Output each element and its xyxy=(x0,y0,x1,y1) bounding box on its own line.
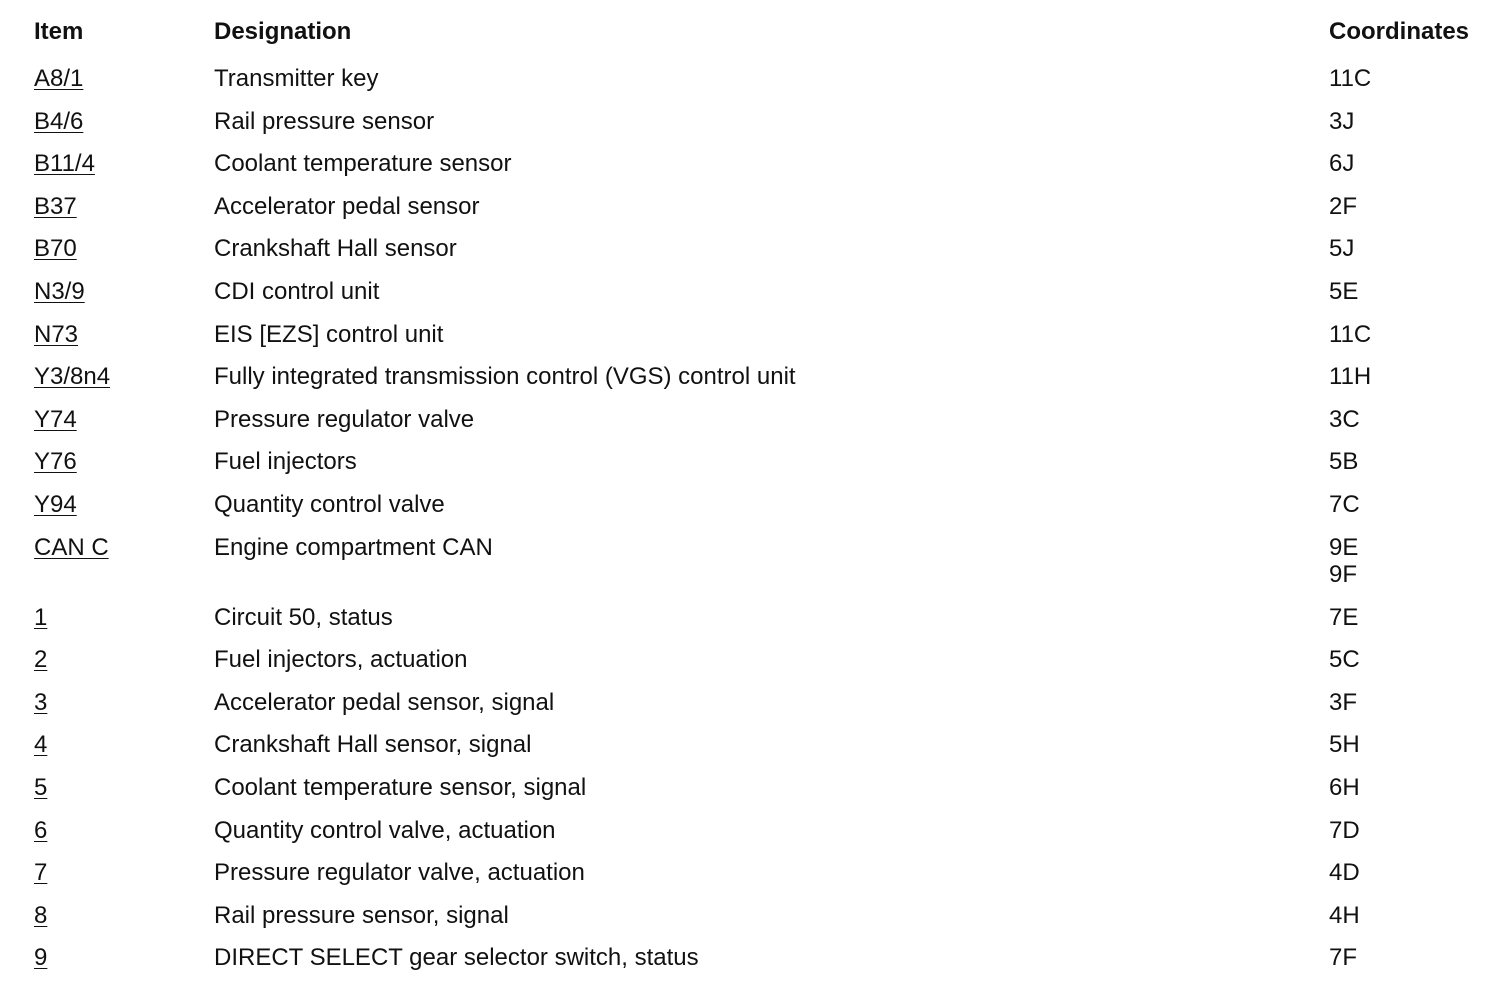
item-cell xyxy=(34,646,47,673)
coordinate-value: 5J xyxy=(1329,235,1355,263)
item-link[interactable]: 1 xyxy=(34,603,48,631)
item-cell xyxy=(34,534,109,561)
table-row xyxy=(0,396,1504,439)
coordinates-cell xyxy=(1329,774,1360,801)
table-header xyxy=(0,0,1504,55)
coordinates-cell xyxy=(1329,604,1358,631)
coordinates-cell xyxy=(1329,65,1371,92)
designation-cell: Rail pressure sensor xyxy=(214,107,435,135)
item-cell xyxy=(34,193,77,220)
coordinates-cell xyxy=(1329,944,1357,971)
designation-cell: Fuel injectors xyxy=(214,448,357,476)
designation-cell: DIRECT SELECT gear selector switch, status xyxy=(214,944,699,972)
coordinate-value: 2F xyxy=(1329,192,1358,220)
item-link[interactable]: N3/9 xyxy=(34,277,85,305)
table-row xyxy=(0,481,1504,524)
coordinate-value: 7C xyxy=(1329,490,1360,518)
item-cell xyxy=(34,406,77,433)
table-row xyxy=(0,807,1504,850)
item-cell xyxy=(34,944,47,971)
coordinate-value: 5C xyxy=(1329,646,1360,674)
item-link[interactable]: Y76 xyxy=(34,448,77,476)
item-link[interactable]: B4/6 xyxy=(34,107,84,135)
table-row xyxy=(0,183,1504,226)
item-cell xyxy=(34,604,47,631)
coordinate-value: 5H xyxy=(1329,731,1360,759)
coordinates-cell xyxy=(1329,817,1360,844)
item-cell xyxy=(34,902,47,929)
designation-cell: Fuel injectors, actuation xyxy=(214,646,468,674)
coordinates-cell xyxy=(1329,235,1354,262)
item-cell xyxy=(34,491,77,518)
item-cell xyxy=(34,774,47,801)
designation-cell: Coolant temperature sensor xyxy=(214,150,512,178)
coordinate-value: 11C xyxy=(1329,65,1372,92)
coordinates-cell xyxy=(1329,448,1358,475)
coordinates-cell xyxy=(1329,363,1371,390)
coordinate-value: 6H xyxy=(1329,773,1360,801)
coordinates-cell xyxy=(1329,108,1354,135)
coordinates-cell xyxy=(1329,321,1371,348)
coordinate-value: 3F xyxy=(1329,688,1358,716)
item-cell xyxy=(34,278,85,305)
coordinates-cell xyxy=(1329,406,1360,433)
item-link[interactable]: 7 xyxy=(34,859,48,887)
item-link[interactable]: 3 xyxy=(34,688,48,716)
designation-cell: Circuit 50, status xyxy=(214,603,393,631)
coordinates-cell xyxy=(1329,731,1360,758)
table-row xyxy=(0,353,1504,396)
item-link[interactable]: 4 xyxy=(34,731,48,759)
item-link[interactable]: B37 xyxy=(34,192,77,220)
coordinates-cell xyxy=(1329,859,1360,886)
coordinates-cell xyxy=(1329,491,1360,518)
item-cell xyxy=(34,817,47,844)
coordinate-value: 4D xyxy=(1329,859,1360,887)
table-row xyxy=(0,55,1504,98)
designation-cell: Transmitter key xyxy=(214,65,379,92)
item-cell xyxy=(34,859,47,886)
item-link[interactable]: N73 xyxy=(34,320,79,348)
designation-cell: Coolant temperature sensor, signal xyxy=(214,773,587,801)
item-link[interactable]: CAN C xyxy=(34,533,109,561)
item-cell xyxy=(34,150,95,177)
table-row xyxy=(0,268,1504,311)
coordinate-value: 7F xyxy=(1329,944,1358,972)
coordinates-cell xyxy=(1329,646,1360,673)
table-row xyxy=(0,892,1504,935)
coordinates-cell xyxy=(1329,193,1357,220)
item-link[interactable]: 6 xyxy=(34,816,48,844)
designation-cell: Engine compartment CAN xyxy=(214,533,493,561)
table-row xyxy=(0,764,1504,807)
table-row xyxy=(0,225,1504,268)
designation-cell: EIS [EZS] control unit xyxy=(214,320,444,348)
item-link[interactable]: 9 xyxy=(34,944,48,972)
table-row xyxy=(0,438,1504,481)
coordinate-value: 3C xyxy=(1329,405,1360,433)
item-link[interactable]: B70 xyxy=(34,235,77,263)
table-row xyxy=(0,849,1504,892)
header-coordinates: Coordinates xyxy=(1329,18,1470,45)
coordinate-value: 9E xyxy=(1329,533,1359,561)
item-cell xyxy=(34,363,110,390)
item-cell xyxy=(34,689,47,716)
coordinate-value: 5B xyxy=(1329,448,1359,476)
coordinates-cell xyxy=(1329,534,1358,588)
header-item: Item xyxy=(34,18,84,45)
item-link[interactable]: A8/1 xyxy=(34,65,84,92)
item-link[interactable]: 2 xyxy=(34,646,48,674)
item-link[interactable]: B11/4 xyxy=(34,150,95,178)
designation-cell: Quantity control valve xyxy=(214,490,445,518)
designation-cell: Fully integrated transmission control (VGS) control unit xyxy=(214,363,796,391)
coordinate-value: 3J xyxy=(1329,107,1355,135)
item-link[interactable]: Y3/8n4 xyxy=(34,363,111,391)
item-cell xyxy=(34,65,83,92)
item-cell xyxy=(34,321,78,348)
designation-cell: Accelerator pedal sensor xyxy=(214,192,480,220)
table-row xyxy=(0,934,1504,977)
designation-cell: CDI control unit xyxy=(214,277,380,305)
designation-cell: Crankshaft Hall sensor xyxy=(214,235,457,263)
coordinates-cell xyxy=(1329,278,1358,305)
item-link[interactable]: 5 xyxy=(34,773,48,801)
table-row xyxy=(0,140,1504,183)
coordinate-value: 6J xyxy=(1329,150,1355,178)
designation-cell: Accelerator pedal sensor, signal xyxy=(214,688,555,716)
table-row xyxy=(0,594,1504,637)
coordinate-value: 7E xyxy=(1329,603,1359,631)
item-cell xyxy=(34,448,77,475)
item-cell xyxy=(34,235,77,262)
item-cell xyxy=(34,731,47,758)
item-link[interactable]: 8 xyxy=(34,901,48,929)
designation-cell: Crankshaft Hall sensor, signal xyxy=(214,731,532,759)
coordinate-value: 5E xyxy=(1329,277,1359,305)
coordinate-value: 4H xyxy=(1329,901,1360,929)
coordinates-cell xyxy=(1329,150,1354,177)
coordinate-value: 11C xyxy=(1329,320,1372,348)
item-link[interactable]: Y94 xyxy=(34,490,77,518)
coordinate-value: 9F xyxy=(1329,560,1358,588)
table-row xyxy=(0,98,1504,141)
table-body xyxy=(0,55,1504,977)
table-row xyxy=(0,679,1504,722)
table-row xyxy=(0,721,1504,764)
item-cell xyxy=(34,108,83,135)
table-row xyxy=(0,524,1504,594)
designation-cell: Pressure regulator valve, actuation xyxy=(214,859,585,887)
designation-cell: Rail pressure sensor, signal xyxy=(214,901,509,929)
table-row xyxy=(0,311,1504,354)
coordinate-value: 7D xyxy=(1329,816,1360,844)
designation-cell: Pressure regulator valve xyxy=(214,405,475,433)
coordinates-cell xyxy=(1329,902,1360,929)
coordinate-value: 11H xyxy=(1329,363,1372,391)
designation-cell: Quantity control valve, actuation xyxy=(214,816,556,844)
item-link[interactable]: Y74 xyxy=(34,405,77,433)
header-designation: Designation xyxy=(214,18,352,45)
coordinates-cell xyxy=(1329,689,1357,716)
table-row xyxy=(0,636,1504,679)
